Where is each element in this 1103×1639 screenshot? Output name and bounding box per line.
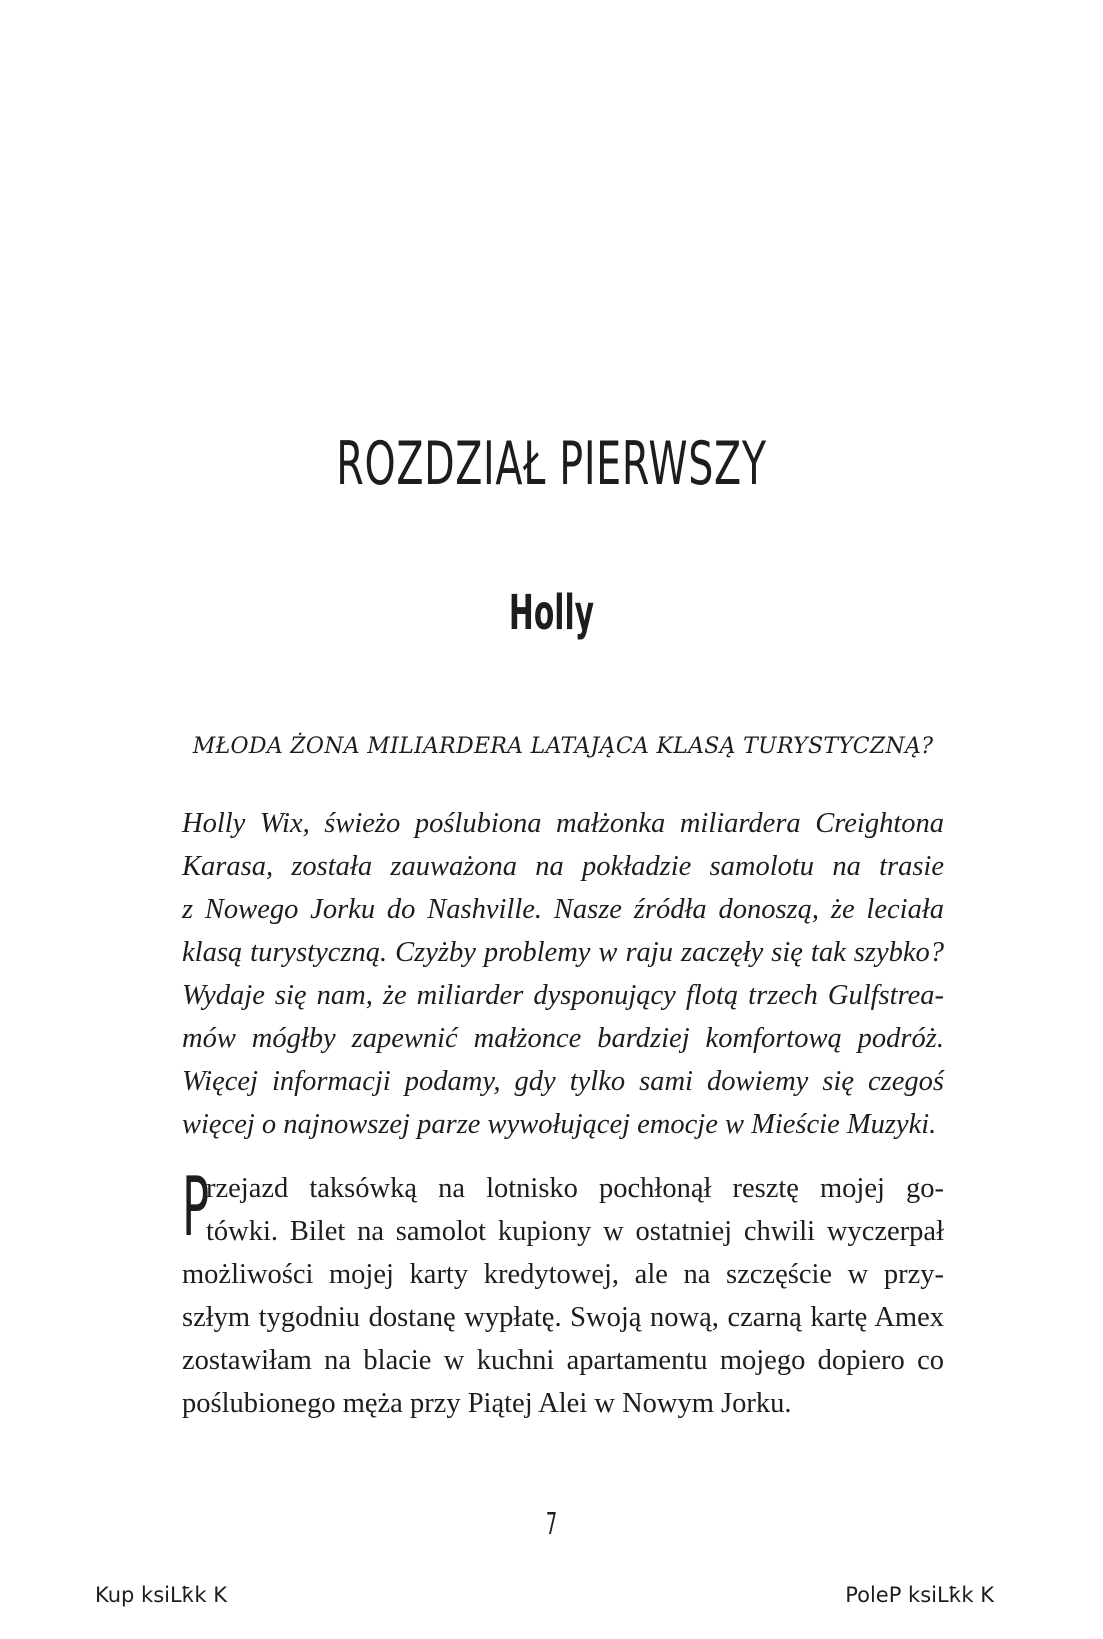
body-line: rzejazd taksówką na lotnisko pochłonął resztę mojej go- [206,1173,944,1204]
body-line: zostawiłam na blacie w kuchni apartamentu mojego dopiero co [182,1345,944,1376]
body-line: możliwości mojej karty kredytowej, ale na szczęście w przy- [182,1259,944,1290]
chapter-title: ROZDZIAŁ PIERWSZY [336,429,767,499]
gossip-line: Wydaje się nam, że miliarder dysponujący flotą trzech Gulfstrea- [182,980,944,1011]
gossip-line: Holly Wix, świeżo poślubiona małżonka miliardera Creightona [182,808,944,839]
buy-book-link[interactable]: Kup ksiLҟk K [95,1583,227,1607]
gossip-line: z Nowego Jorku do Nashville. Nasze źródła donoszą, że leciała [182,894,944,925]
page-number: 7 [545,1507,558,1542]
gossip-article [182,802,944,1146]
drop-cap: P [182,1160,210,1255]
body-line: tówki. Bilet na samolot kupiony w ostatniej chwili wyczerpał [206,1216,944,1247]
gossip-line: klasą turystyczną. Czyżby problemy w raju zaczęły się tak szybko? [182,937,944,968]
chapter-subtitle: Holly [508,585,595,641]
recommend-book-link[interactable]: PoleP ksiLҟk K [845,1583,994,1607]
body-paragraph [182,1160,944,1425]
gossip-headline: MŁODA ŻONA MILIARDERA LATAJĄCA KLASĄ TURYSTYCZNĄ? [192,734,934,759]
gossip-line: mów mógłby zapewnić małżonce bardziej komfortową podróż. [182,1023,944,1054]
gossip-line: więcej o najnowszej parze wywołującej emocje w Mieście Muzyki. [182,1109,937,1140]
body-line: poślubionego męża przy Piątej Alei w Nowym Jorku. [182,1388,792,1419]
body-line: szłym tygodniu dostanę wypłatę. Swoją nową, czarną kartę Amex [182,1302,944,1333]
gossip-line: Więcej informacji podamy, gdy tylko sami dowiemy się czegoś [182,1066,944,1097]
gossip-line: Karasa, została zauważona na pokładzie samolotu na trasie [182,851,944,882]
